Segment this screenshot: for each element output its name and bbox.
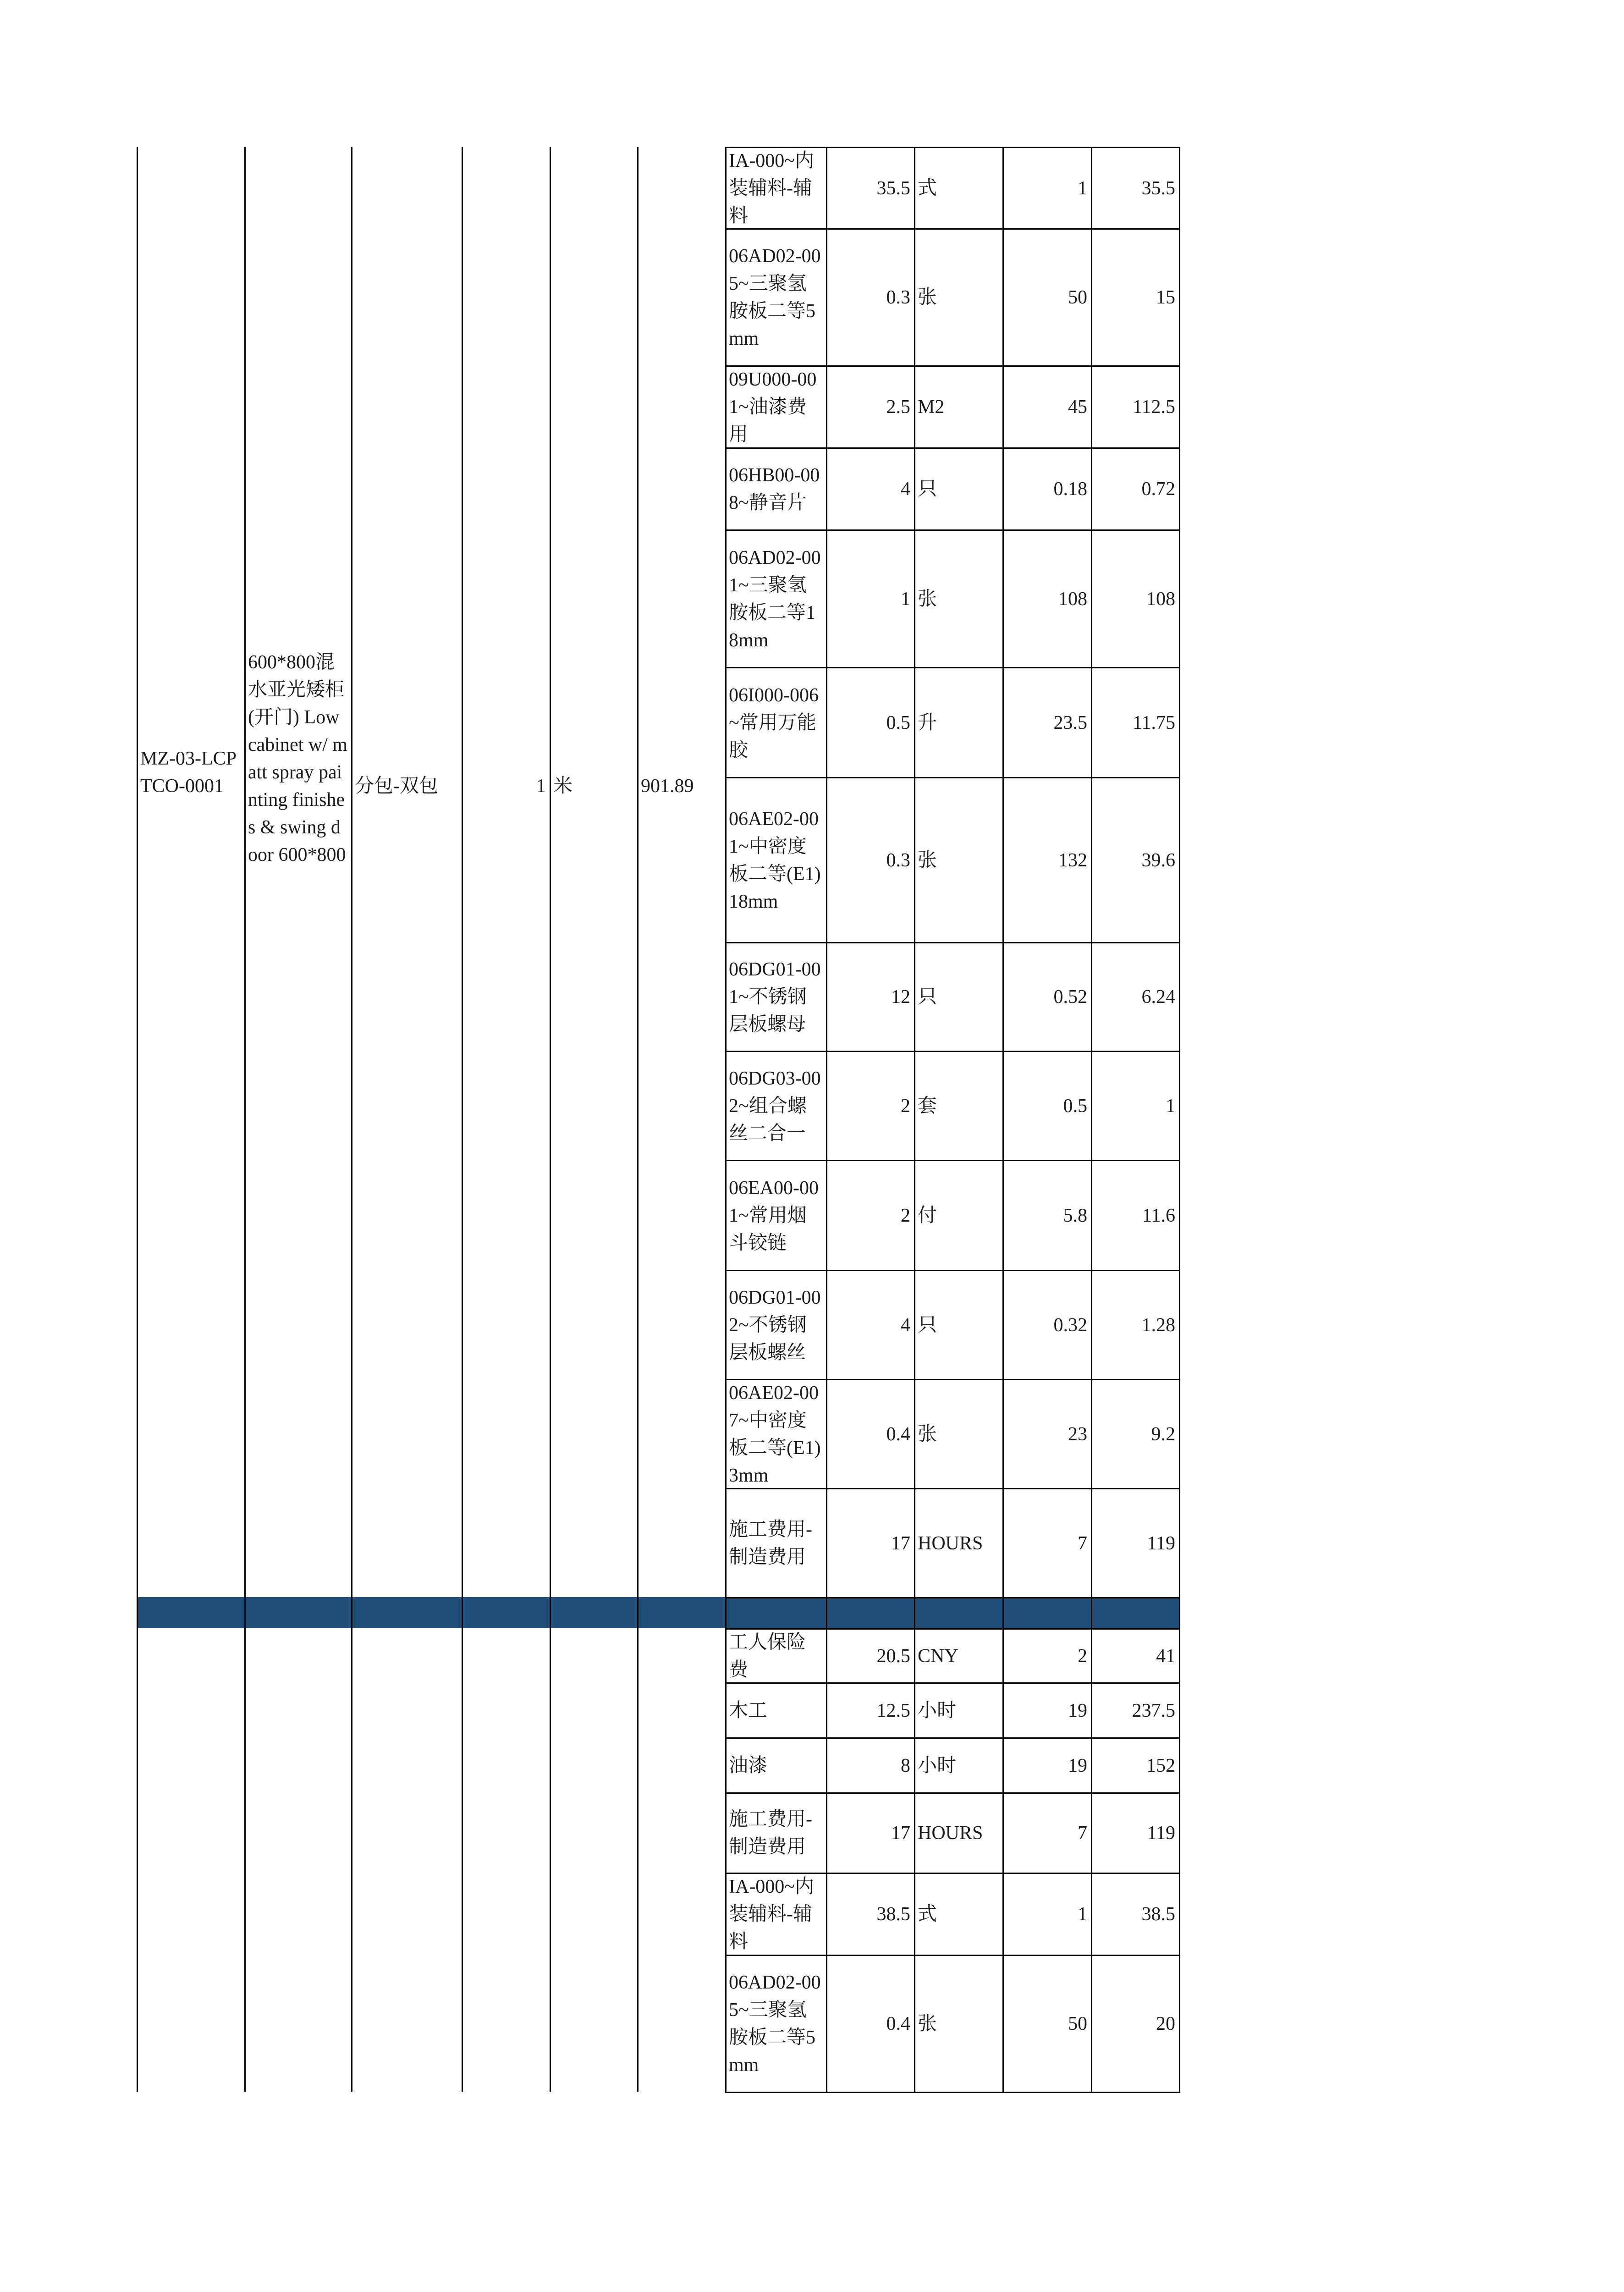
material-row-total-text: 35.5 — [1141, 177, 1175, 199]
material-row-name-text: 06AE02-001~中密度板二等(E1)18mm — [729, 808, 821, 912]
material-row-price-text: 5.8 — [1063, 1205, 1087, 1226]
labor-row-qty — [830, 1874, 910, 1955]
material-row-total — [1095, 1271, 1175, 1379]
material-row-unit-text: 张 — [918, 287, 937, 308]
material-row-unit-text: 只 — [918, 1314, 937, 1336]
labor-row-name — [729, 1684, 822, 1737]
labor-row-price — [1006, 1956, 1087, 2092]
material-row-price — [1006, 1489, 1087, 1597]
labor-row-price-text: 2 — [1078, 1645, 1087, 1667]
material-row-total-text: 119 — [1147, 1532, 1175, 1554]
material-row-total-text: 15 — [1156, 287, 1175, 308]
material-row-price-text: 132 — [1058, 849, 1087, 871]
material-row-unit — [918, 668, 999, 777]
material-row-total — [1095, 1052, 1175, 1160]
material-row-price-text: 108 — [1058, 588, 1087, 610]
material-row-price — [1006, 943, 1087, 1051]
material-row-name — [729, 943, 822, 1051]
grid-line-left-3 — [462, 147, 463, 2092]
material-row-name-text: 06I000-006~常用万能胶 — [729, 684, 819, 761]
material-row-total — [1095, 531, 1175, 667]
material-row-name — [729, 367, 822, 447]
labor-row-qty-text: 12.5 — [876, 1700, 910, 1721]
labor-row-price-text: 50 — [1068, 2013, 1087, 2034]
material-row-name — [729, 1271, 822, 1379]
material-row-total-text: 0.72 — [1141, 479, 1175, 500]
labor-row-total — [1095, 1794, 1175, 1873]
labor-row-unit-text: 小时 — [918, 1700, 957, 1721]
material-row-total-text: 6.24 — [1141, 986, 1175, 1008]
material-row-name-text: 06EA00-001~常用烟斗铰链 — [729, 1177, 819, 1254]
material-row-price — [1006, 148, 1087, 228]
material-row-total-text: 1 — [1166, 1095, 1175, 1117]
grid-line-left-1 — [244, 147, 246, 2092]
labor-row-unit — [918, 1739, 999, 1792]
material-row-total-text: 11.6 — [1142, 1205, 1175, 1226]
material-row-total — [1095, 367, 1175, 447]
material-row-total-text: 39.6 — [1141, 849, 1175, 871]
material-row-total — [1095, 1161, 1175, 1270]
material-row-name — [729, 778, 822, 942]
labor-row-total — [1095, 1684, 1175, 1737]
material-row-price-text: 23.5 — [1053, 712, 1087, 733]
labor-row-name-text: 施工费用-制造费用 — [729, 1809, 812, 1857]
labor-row-price-text: 19 — [1068, 1700, 1087, 1721]
row-line-top-13 — [725, 1597, 1180, 1598]
labor-row-name — [729, 1956, 822, 2092]
labor-row-name-text: 06AD02-005~三聚氢胺板二等5mm — [729, 1972, 821, 2076]
material-row-unit — [918, 148, 999, 228]
material-row-name-text: 06HB00-008~静音片 — [729, 465, 820, 513]
material-row-qty-text: 2 — [901, 1205, 910, 1226]
labor-row-price — [1006, 1630, 1087, 1682]
grid-line-right-2 — [914, 147, 915, 2092]
labor-row-total — [1095, 1956, 1175, 2092]
labor-row-unit — [918, 1956, 999, 2092]
material-row-unit-text: 张 — [918, 849, 937, 871]
material-row-price-text: 0.5 — [1063, 1095, 1087, 1117]
labor-row-price-text: 19 — [1068, 1755, 1087, 1776]
material-row-name-text: 06AD02-005~三聚氢胺板二等5mm — [729, 246, 821, 349]
material-row-qty — [830, 1380, 910, 1488]
material-row-qty — [830, 148, 910, 228]
labor-row-name — [729, 1630, 822, 1682]
labor-row-qty — [830, 1956, 910, 2092]
material-row-price — [1006, 1052, 1087, 1160]
labor-row-total-text: 237.5 — [1132, 1700, 1175, 1721]
labor-row-price — [1006, 1794, 1087, 1873]
material-row-name-text: 施工费用-制造费用 — [729, 1519, 812, 1568]
material-row-name — [729, 449, 822, 529]
labor-row-unit — [918, 1794, 999, 1873]
labor-row-qty-text: 20.5 — [876, 1645, 910, 1667]
material-row-qty — [830, 668, 910, 777]
material-row-total — [1095, 1489, 1175, 1597]
material-row-qty — [830, 1271, 910, 1379]
material-row-unit — [918, 1161, 999, 1270]
material-row-name-text: 06DG01-002~不锈钢层板螺丝 — [729, 1287, 821, 1363]
item-quantity: 1 — [536, 776, 546, 797]
material-row-name-text: 06DG03-002~组合螺丝二合一 — [729, 1068, 821, 1144]
material-row-price — [1006, 1161, 1087, 1270]
material-row-qty-text: 35.5 — [876, 177, 910, 199]
material-row-unit — [918, 531, 999, 667]
material-row-qty-text: 0.5 — [886, 712, 910, 733]
material-row-name — [729, 1380, 822, 1488]
material-row-qty-text: 17 — [891, 1532, 910, 1554]
labor-row-qty-text: 0.4 — [886, 2013, 910, 2034]
labor-row-price-text: 7 — [1078, 1823, 1087, 1844]
labor-row-total-text: 119 — [1147, 1823, 1175, 1844]
material-row-qty-text: 0.3 — [886, 849, 910, 871]
labor-row-unit-text: 小时 — [918, 1755, 957, 1776]
material-row-price — [1006, 668, 1087, 777]
material-row-name — [729, 230, 822, 365]
labor-row-price — [1006, 1684, 1087, 1737]
material-row-name-text: IA-000~内装辅料-辅料 — [729, 150, 815, 226]
labor-row-name-text: 木工 — [729, 1700, 768, 1721]
labor-row-name-text: 工人保险费 — [729, 1631, 806, 1680]
material-row-unit — [918, 367, 999, 447]
material-row-price — [1006, 449, 1087, 529]
material-row-qty-text: 4 — [901, 1314, 910, 1336]
material-row-price-text: 50 — [1068, 287, 1087, 308]
material-row-price-text: 45 — [1068, 397, 1087, 418]
material-row-total-text: 108 — [1146, 588, 1175, 610]
labor-row-unit-text: CNY — [918, 1645, 958, 1667]
material-row-qty — [830, 943, 910, 1051]
labor-row-total-text: 38.5 — [1141, 1904, 1175, 1925]
item-package: 分包-双包 — [355, 776, 438, 797]
labor-row-qty — [830, 1739, 910, 1792]
section-divider-band — [137, 1597, 1180, 1628]
grid-line-left-0 — [137, 147, 138, 2092]
material-row-unit-text: 张 — [918, 1423, 937, 1445]
material-row-name — [729, 531, 822, 667]
material-row-total-text: 9.2 — [1151, 1423, 1175, 1445]
material-row-name — [729, 1489, 822, 1597]
material-row-total-text: 1.28 — [1141, 1314, 1175, 1336]
labor-row-name — [729, 1739, 822, 1792]
labor-row-price — [1006, 1874, 1087, 1955]
material-row-unit — [918, 778, 999, 942]
labor-row-name — [729, 1794, 822, 1873]
labor-row-qty-text: 17 — [891, 1823, 910, 1844]
material-row-price-text: 1 — [1078, 177, 1087, 199]
labor-row-unit — [918, 1630, 999, 1682]
material-row-total — [1095, 449, 1175, 529]
material-row-total — [1095, 668, 1175, 777]
material-row-total — [1095, 230, 1175, 365]
material-row-name — [729, 1161, 822, 1270]
labor-row-total — [1095, 1739, 1175, 1792]
material-row-price — [1006, 778, 1087, 942]
material-row-qty-text: 4 — [901, 479, 910, 500]
labor-row-unit-text: 式 — [918, 1904, 937, 1925]
material-row-total — [1095, 1380, 1175, 1488]
material-row-qty — [830, 778, 910, 942]
material-row-qty — [830, 230, 910, 365]
item-unit: 米 — [553, 776, 573, 797]
material-row-name-text: 09U000-001~油漆费用 — [729, 369, 817, 445]
material-row-total — [1095, 148, 1175, 228]
labor-row-total-text: 20 — [1156, 2013, 1175, 2034]
material-row-qty — [830, 1489, 910, 1597]
grid-line-left-5 — [637, 147, 639, 2092]
material-row-unit-text: 套 — [918, 1095, 937, 1117]
grid-line-right-4 — [1091, 147, 1092, 2092]
material-row-qty-text: 1 — [901, 588, 910, 610]
material-row-unit — [918, 1271, 999, 1379]
material-row-total — [1095, 943, 1175, 1051]
grid-line-left-2 — [351, 147, 352, 2092]
labor-row-qty-text: 38.5 — [876, 1904, 910, 1925]
material-row-qty-text: 12 — [891, 986, 910, 1008]
labor-row-unit — [918, 1684, 999, 1737]
material-row-price-text: 0.32 — [1053, 1314, 1087, 1336]
labor-row-unit-text: 张 — [918, 2013, 937, 2034]
labor-row-total-text: 152 — [1146, 1755, 1175, 1776]
material-row-qty — [830, 449, 910, 529]
material-row-price-text: 0.18 — [1053, 479, 1087, 500]
material-row-qty-text: 0.3 — [886, 287, 910, 308]
material-row-qty — [830, 1052, 910, 1160]
material-row-total-text: 11.75 — [1133, 712, 1175, 733]
item-amount: 901.89 — [641, 776, 694, 797]
material-row-price — [1006, 230, 1087, 365]
item-description: 600*800混水亚光矮柜(开门) Low cabinet w/ matt spray painting finishes & swing door 600*800 — [248, 652, 347, 865]
material-row-qty-text: 2.5 — [886, 397, 910, 418]
labor-row-total-text: 41 — [1156, 1645, 1175, 1667]
material-row-total-text: 112.5 — [1133, 397, 1175, 418]
material-row-unit-text: 只 — [918, 986, 937, 1008]
material-row-unit-text: HOURS — [918, 1532, 983, 1554]
material-row-price — [1006, 367, 1087, 447]
material-row-total — [1095, 778, 1175, 942]
material-row-price-text: 23 — [1068, 1423, 1087, 1445]
material-row-unit-text: 只 — [918, 479, 937, 500]
material-row-unit — [918, 230, 999, 365]
material-row-price-text: 7 — [1078, 1532, 1087, 1554]
material-row-unit-text: 升 — [918, 712, 937, 733]
grid-line-left-4 — [550, 147, 551, 2092]
labor-row-qty — [830, 1630, 910, 1682]
material-row-price — [1006, 1380, 1087, 1488]
material-row-name-text: 06AE02-007~中密度板二等(E1)3mm — [729, 1382, 821, 1486]
labor-row-unit-text: HOURS — [918, 1823, 983, 1844]
labor-row-qty-text: 8 — [901, 1755, 910, 1776]
labor-row-qty — [830, 1684, 910, 1737]
grid-line-right-1 — [826, 147, 827, 2092]
material-row-unit-text: 式 — [918, 177, 937, 199]
labor-row-name-text: IA-000~内装辅料-辅料 — [729, 1876, 815, 1952]
material-row-qty — [830, 367, 910, 447]
labor-row-price-text: 1 — [1078, 1904, 1087, 1925]
material-row-price-text: 0.52 — [1053, 986, 1087, 1008]
grid-line-right-0 — [725, 147, 727, 2092]
material-row-unit-text: M2 — [918, 397, 945, 418]
material-row-name-text: 06DG01-001~不锈钢层板螺母 — [729, 959, 821, 1035]
labor-row-qty — [830, 1794, 910, 1873]
material-row-price — [1006, 531, 1087, 667]
labor-row-price — [1006, 1739, 1087, 1792]
item-code: MZ-03-LCPTCO-0001 — [140, 748, 237, 797]
material-row-name — [729, 668, 822, 777]
material-row-qty-text: 0.4 — [886, 1423, 910, 1445]
material-row-unit-text: 张 — [918, 588, 937, 610]
material-row-unit — [918, 1380, 999, 1488]
material-row-unit-text: 付 — [918, 1205, 937, 1226]
material-row-qty — [830, 531, 910, 667]
labor-row-total — [1095, 1874, 1175, 1955]
labor-row-unit — [918, 1874, 999, 1955]
material-row-qty — [830, 1161, 910, 1270]
grid-line-right-5 — [1179, 147, 1180, 2092]
material-row-price — [1006, 1271, 1087, 1379]
labor-row-total — [1095, 1630, 1175, 1682]
labor-row-name — [729, 1874, 822, 1955]
grid-line-right-3 — [1002, 147, 1004, 2092]
row-line-bottom-6 — [725, 2092, 1180, 2093]
material-row-unit — [918, 943, 999, 1051]
material-row-unit — [918, 1052, 999, 1160]
material-row-name — [729, 148, 822, 228]
material-row-unit — [918, 1489, 999, 1597]
material-row-name — [729, 1052, 822, 1160]
labor-row-name-text: 油漆 — [729, 1755, 768, 1776]
material-row-unit — [918, 449, 999, 529]
material-row-qty-text: 2 — [901, 1095, 910, 1117]
material-row-name-text: 06AD02-001~三聚氢胺板二等18mm — [729, 547, 821, 651]
